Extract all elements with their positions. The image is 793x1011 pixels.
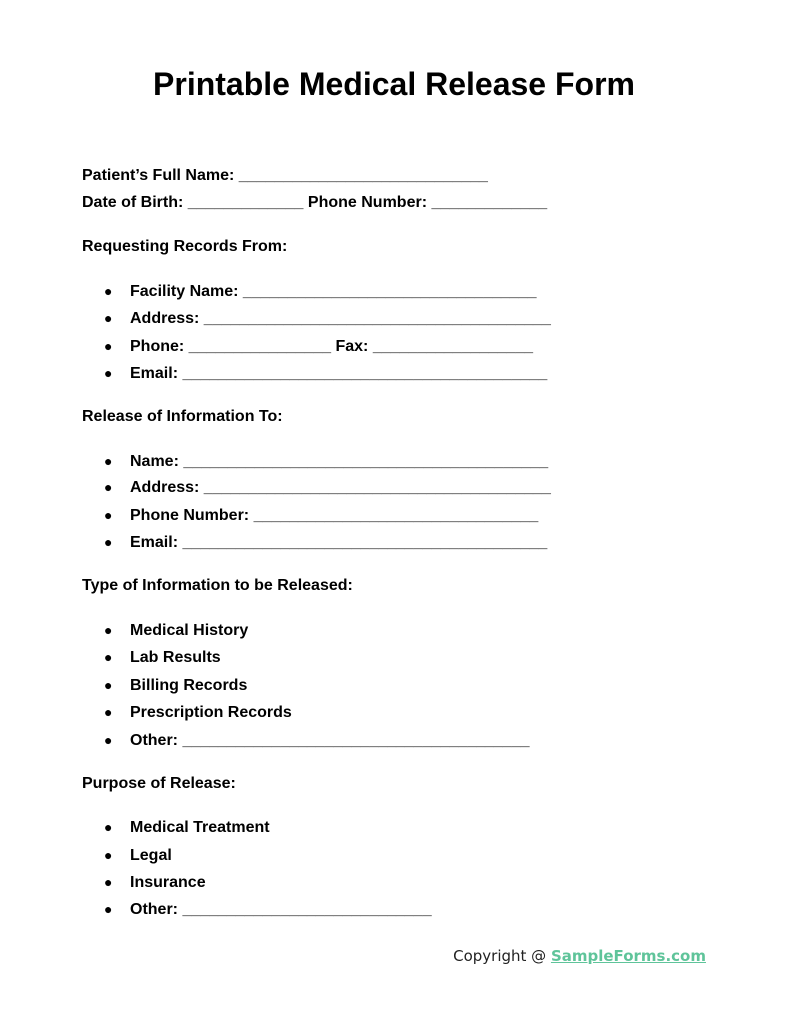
info-type-other-field[interactable] [104,730,529,751]
field-label: Facility Name: _________________________________ [130,283,537,300]
bullet-icon: ● [104,283,113,299]
requesting-address-field[interactable] [104,308,551,329]
purpose-option[interactable] [104,817,270,838]
bullet-icon: ● [104,819,113,835]
field-label: Address: _______________________________________ [130,479,551,496]
option-label: Other: _______________________________________ [130,732,530,749]
bullet-icon: ● [104,534,113,550]
bullet-icon: ● [104,365,113,381]
info-type-heading: Type of Information to be Released: [82,577,353,594]
release-address-field[interactable] [104,477,551,498]
purpose-option[interactable] [104,872,206,893]
info-type-option[interactable] [104,702,292,723]
option-label: Prescription Records [130,704,292,721]
bullet-icon: ● [104,310,113,326]
bullet-icon: ● [104,507,113,523]
field-label: Name: _________________________________________ [130,453,549,470]
field-label: Phone: ________________ Fax: __________________ [130,338,533,355]
bullet-icon: ● [104,649,113,665]
sampleforms-link[interactable]: SampleForms.com [550,947,706,965]
bullet-icon: ● [104,847,113,863]
bullet-icon: ● [104,704,113,720]
release-phone-field[interactable] [104,505,538,526]
page-title: Printable Medical Release Form [153,66,635,102]
info-type-option[interactable] [104,647,221,668]
copyright-text: Copyright @ [453,947,551,965]
patient-full-name-field[interactable]: Patient’s Full Name: ____________________________ [82,167,488,184]
requesting-email-field[interactable] [104,363,547,384]
option-label: Medical History [130,622,249,639]
bullet-icon: ● [104,901,113,917]
purpose-option[interactable] [104,845,172,866]
dob-phone-field[interactable]: Date of Birth: _____________ Phone Number: _____________ [82,194,548,211]
field-label: Phone Number: ________________________________ [130,507,539,524]
release-to-heading: Release of Information To: [82,408,283,425]
copyright-footer [453,947,706,965]
purpose-other-field[interactable] [104,899,432,920]
option-label: Lab Results [130,649,221,666]
bullet-icon: ● [104,677,113,693]
option-label: Medical Treatment [130,819,270,836]
option-label: Insurance [130,874,206,891]
field-label: Email: _________________________________________ [130,365,548,382]
bullet-icon: ● [104,732,113,748]
bullet-icon: ● [104,622,113,638]
requesting-facility-name-field[interactable] [104,281,537,302]
option-label: Legal [130,847,172,864]
requesting-records-heading: Requesting Records From: [82,238,288,255]
field-label: Email: _________________________________________ [130,534,548,551]
release-email-field[interactable] [104,532,547,553]
bullet-icon: ● [104,453,113,469]
requesting-phone-fax-field[interactable] [104,336,533,357]
info-type-option[interactable] [104,675,247,696]
field-label: Address: _______________________________________ [130,310,551,327]
option-label: Billing Records [130,677,248,694]
release-name-field[interactable] [104,451,548,472]
bullet-icon: ● [104,338,113,354]
bullet-icon: ● [104,479,113,495]
bullet-icon: ● [104,874,113,890]
info-type-option[interactable] [104,620,248,641]
purpose-heading: Purpose of Release: [82,775,236,792]
option-label: Other: ____________________________ [130,901,432,918]
